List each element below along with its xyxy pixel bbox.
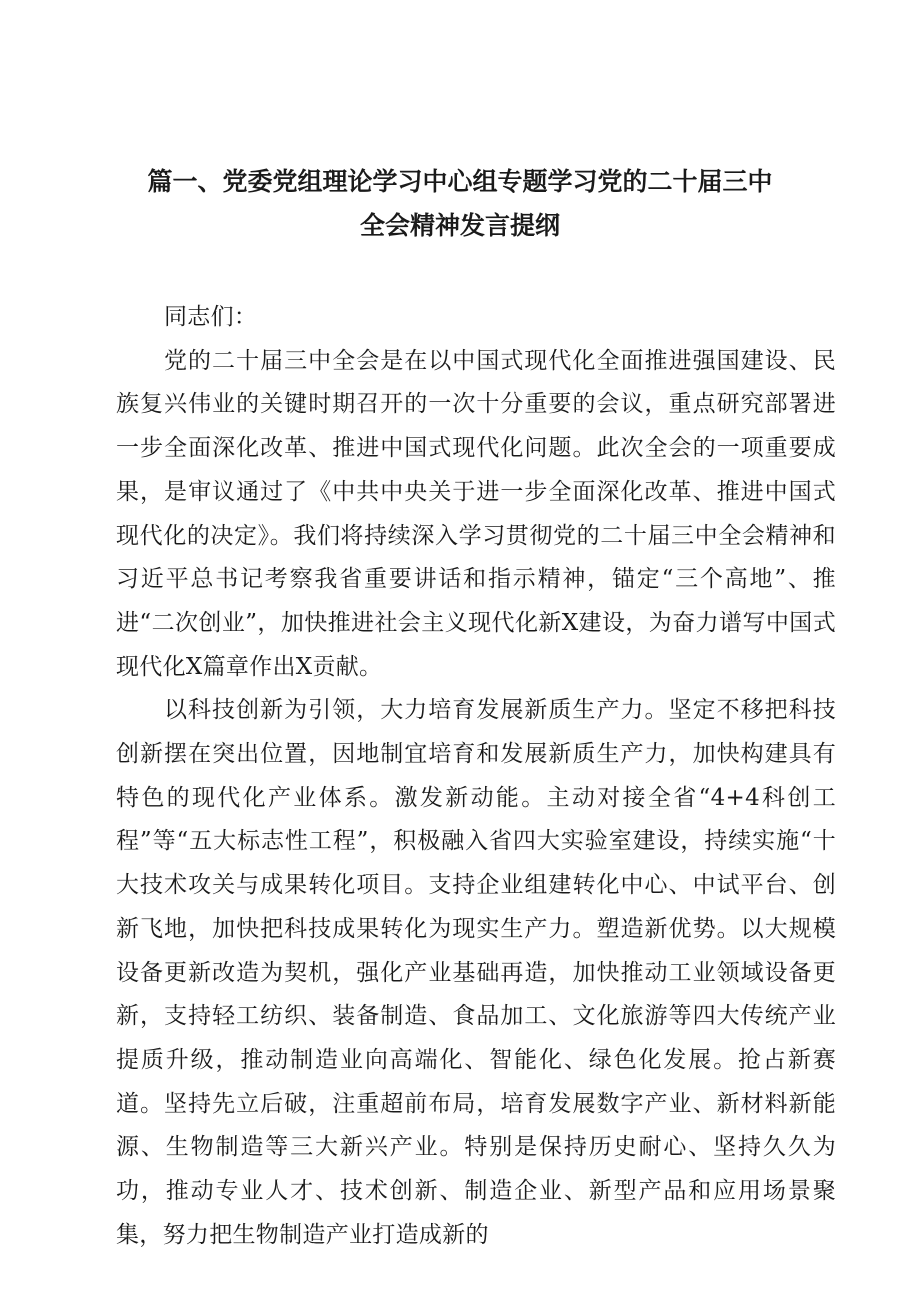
- greeting: 同志们：: [164, 304, 258, 330]
- document-title-line-2: 全会精神发言提纲: [359, 211, 560, 240]
- paragraph-tech-innovation: 以科技创新为引领，大力培育发展新质生产力。坚定不移把科技创新摆在突出位置，因地制宜培育和发展新质生产力，加快构建具有特色的现代化产业体系。激发新动能。主动对接全省“4+4科创工程”等“五大标志性工程”，积极融入省四大实验室建设，持续实施“十大技术攻关与成果转化项目。支持企业组建转化中心、中试平台、创新飞地，加快把科技成果转化为现实生产力。塑造新优势。以大规模设备更新改造为契机，强化产业基础再造，加快推动工业领域设备更新，支持轻工纺织、装备制造、食品加工、文化旅游等四大传统产业提质升级，推动制造业向高端化、智能化、绿色化发展。抢占新赛道。坚持先立后破，注重超前布局，培育发展数字产业、新材料新能源、生物制造等三大新兴产业。特别是保持历史耐心、坚持久久为功，推动专业人才、技术创新、制造企业、新型产品和应用场景聚集，努力把生物制造产业打造成新的: [116, 697, 836, 1248]
- document-title-line-1: 篇一、党委党组理论学习中心组专题学习党的二十届三中: [147, 167, 773, 196]
- document-body: [116, 296, 836, 1257]
- paragraph-intro: 党的二十届三中全会是在以中国式现代化全面推进强国建设、民族复兴伟业的关键时期召开的一次十分重要的会议，重点研究部署进一步全面深化改革、推进中国式现代化问题。此次全会的一项重要成果，是审议通过了《中共中央关于进一步全面深化改革、推进中国式现代化的决定》。我们将持续深入学习贯彻党的二十届三中全会精神和习近平总书记考察我省重要讲话和指示精神，锚定“三个高地”、推进“二次创业”，加快推进社会主义现代化新X建设，为奋力谱写中国式现代化X篇章作出X贡献。: [116, 347, 836, 680]
